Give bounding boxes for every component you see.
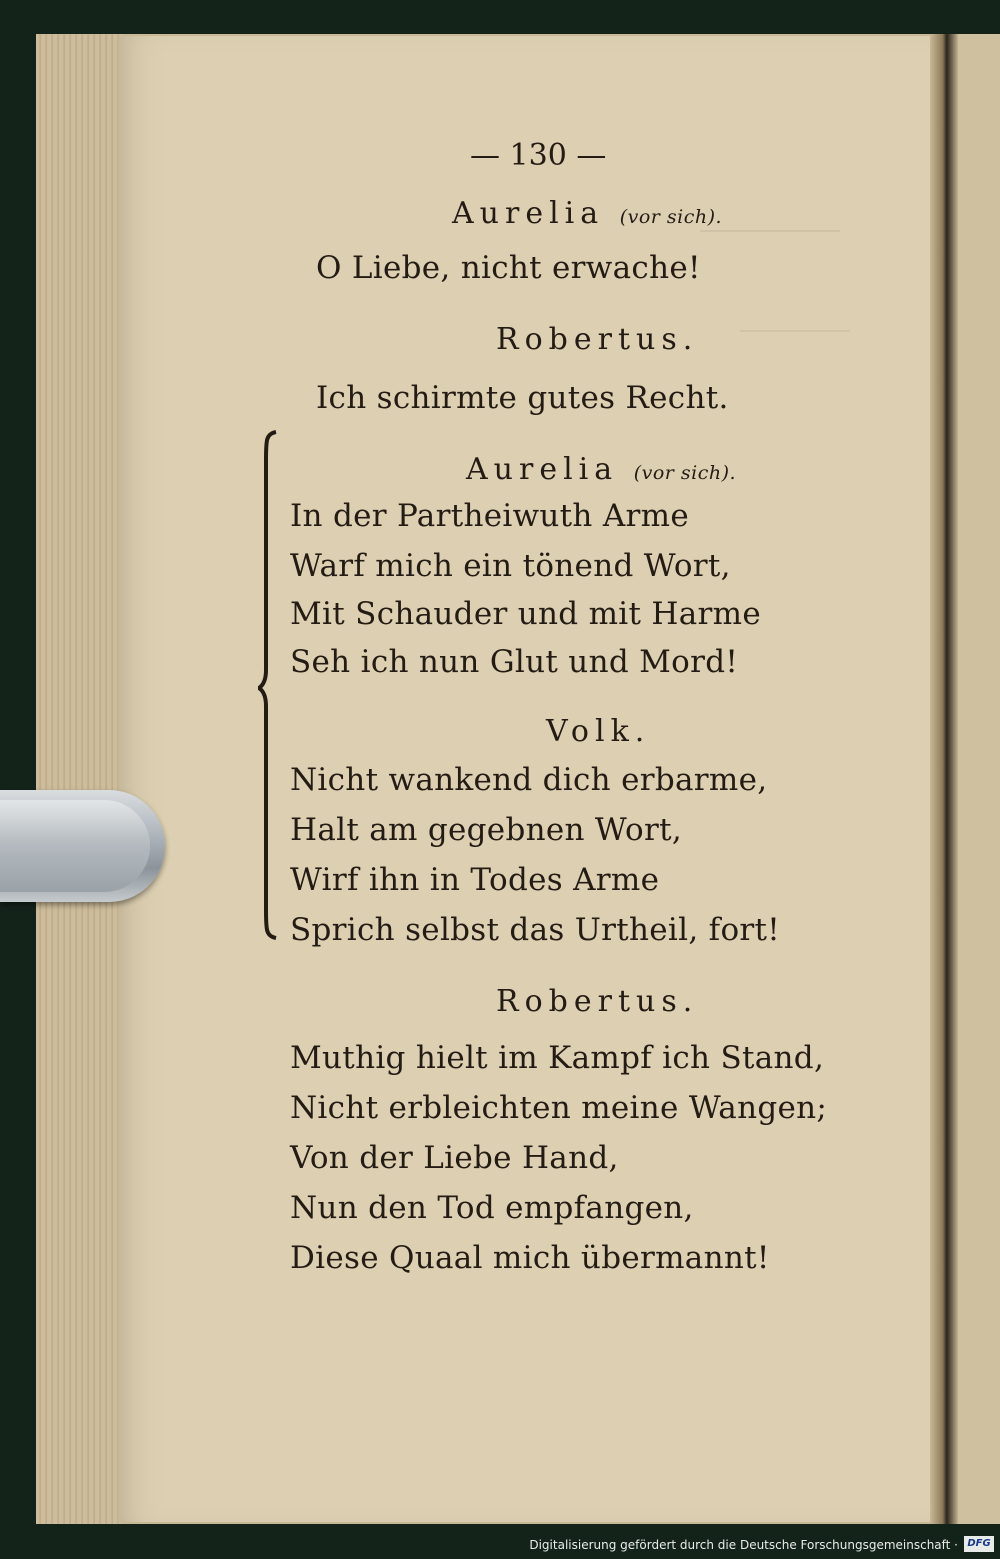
verse-line: Warf mich ein tönend Wort,: [290, 548, 731, 584]
speaker-robertus: Robertus.: [496, 322, 699, 357]
verse-line: Wirf ihn in Todes Arme: [290, 862, 660, 898]
verse-line: Muthig hielt im Kampf ich Stand,: [290, 1040, 825, 1076]
speaker-volk: Volk.: [546, 714, 651, 749]
verse-line: Halt am gegebnen Wort,: [290, 812, 682, 848]
dfg-logo: DFG: [964, 1536, 994, 1552]
facing-page-edge: [958, 34, 1000, 1524]
speaker-aurelia: [466, 452, 736, 487]
book-gutter: [930, 34, 958, 1524]
verse-line: Nun den Tod empfangen,: [290, 1190, 694, 1226]
verse-line: Nicht wankend dich erbarme,: [290, 762, 768, 798]
speaker-name: Aurelia: [466, 452, 619, 487]
metal-clip-highlight: [0, 800, 150, 892]
verse-line: Mit Schauder und mit Harme: [290, 596, 761, 632]
verse-line: O Liebe, nicht erwache!: [316, 250, 701, 286]
verse-line: Nicht erbleichten meine Wangen;: [290, 1090, 828, 1126]
speaker-aurelia: [452, 196, 722, 231]
funding-credit: Digitalisierung gefördert durch die Deutsche Forschungsgemeinschaft ·: [529, 1538, 958, 1552]
verse-line: In der Partheiwuth Arme: [290, 498, 690, 534]
stage-direction: (vor sich).: [619, 206, 723, 228]
verse-line: Ich schirmte gutes Recht.: [316, 380, 729, 416]
speaker-robertus: Robertus.: [496, 984, 699, 1019]
page-edges: [36, 34, 122, 1524]
verse-line: Von der Liebe Hand,: [290, 1140, 619, 1176]
bleed-through-shadow: [740, 300, 850, 332]
speaker-name: Aurelia: [452, 196, 605, 231]
curly-brace: [258, 430, 278, 940]
page-number: — 130 —: [470, 138, 607, 173]
verse-line: Diese Quaal mich übermannt!: [290, 1240, 770, 1276]
stage-direction: (vor sich).: [633, 462, 737, 484]
verse-line: Seh ich nun Glut und Mord!: [290, 644, 739, 680]
verse-line: Sprich selbst das Urtheil, fort!: [290, 912, 781, 948]
